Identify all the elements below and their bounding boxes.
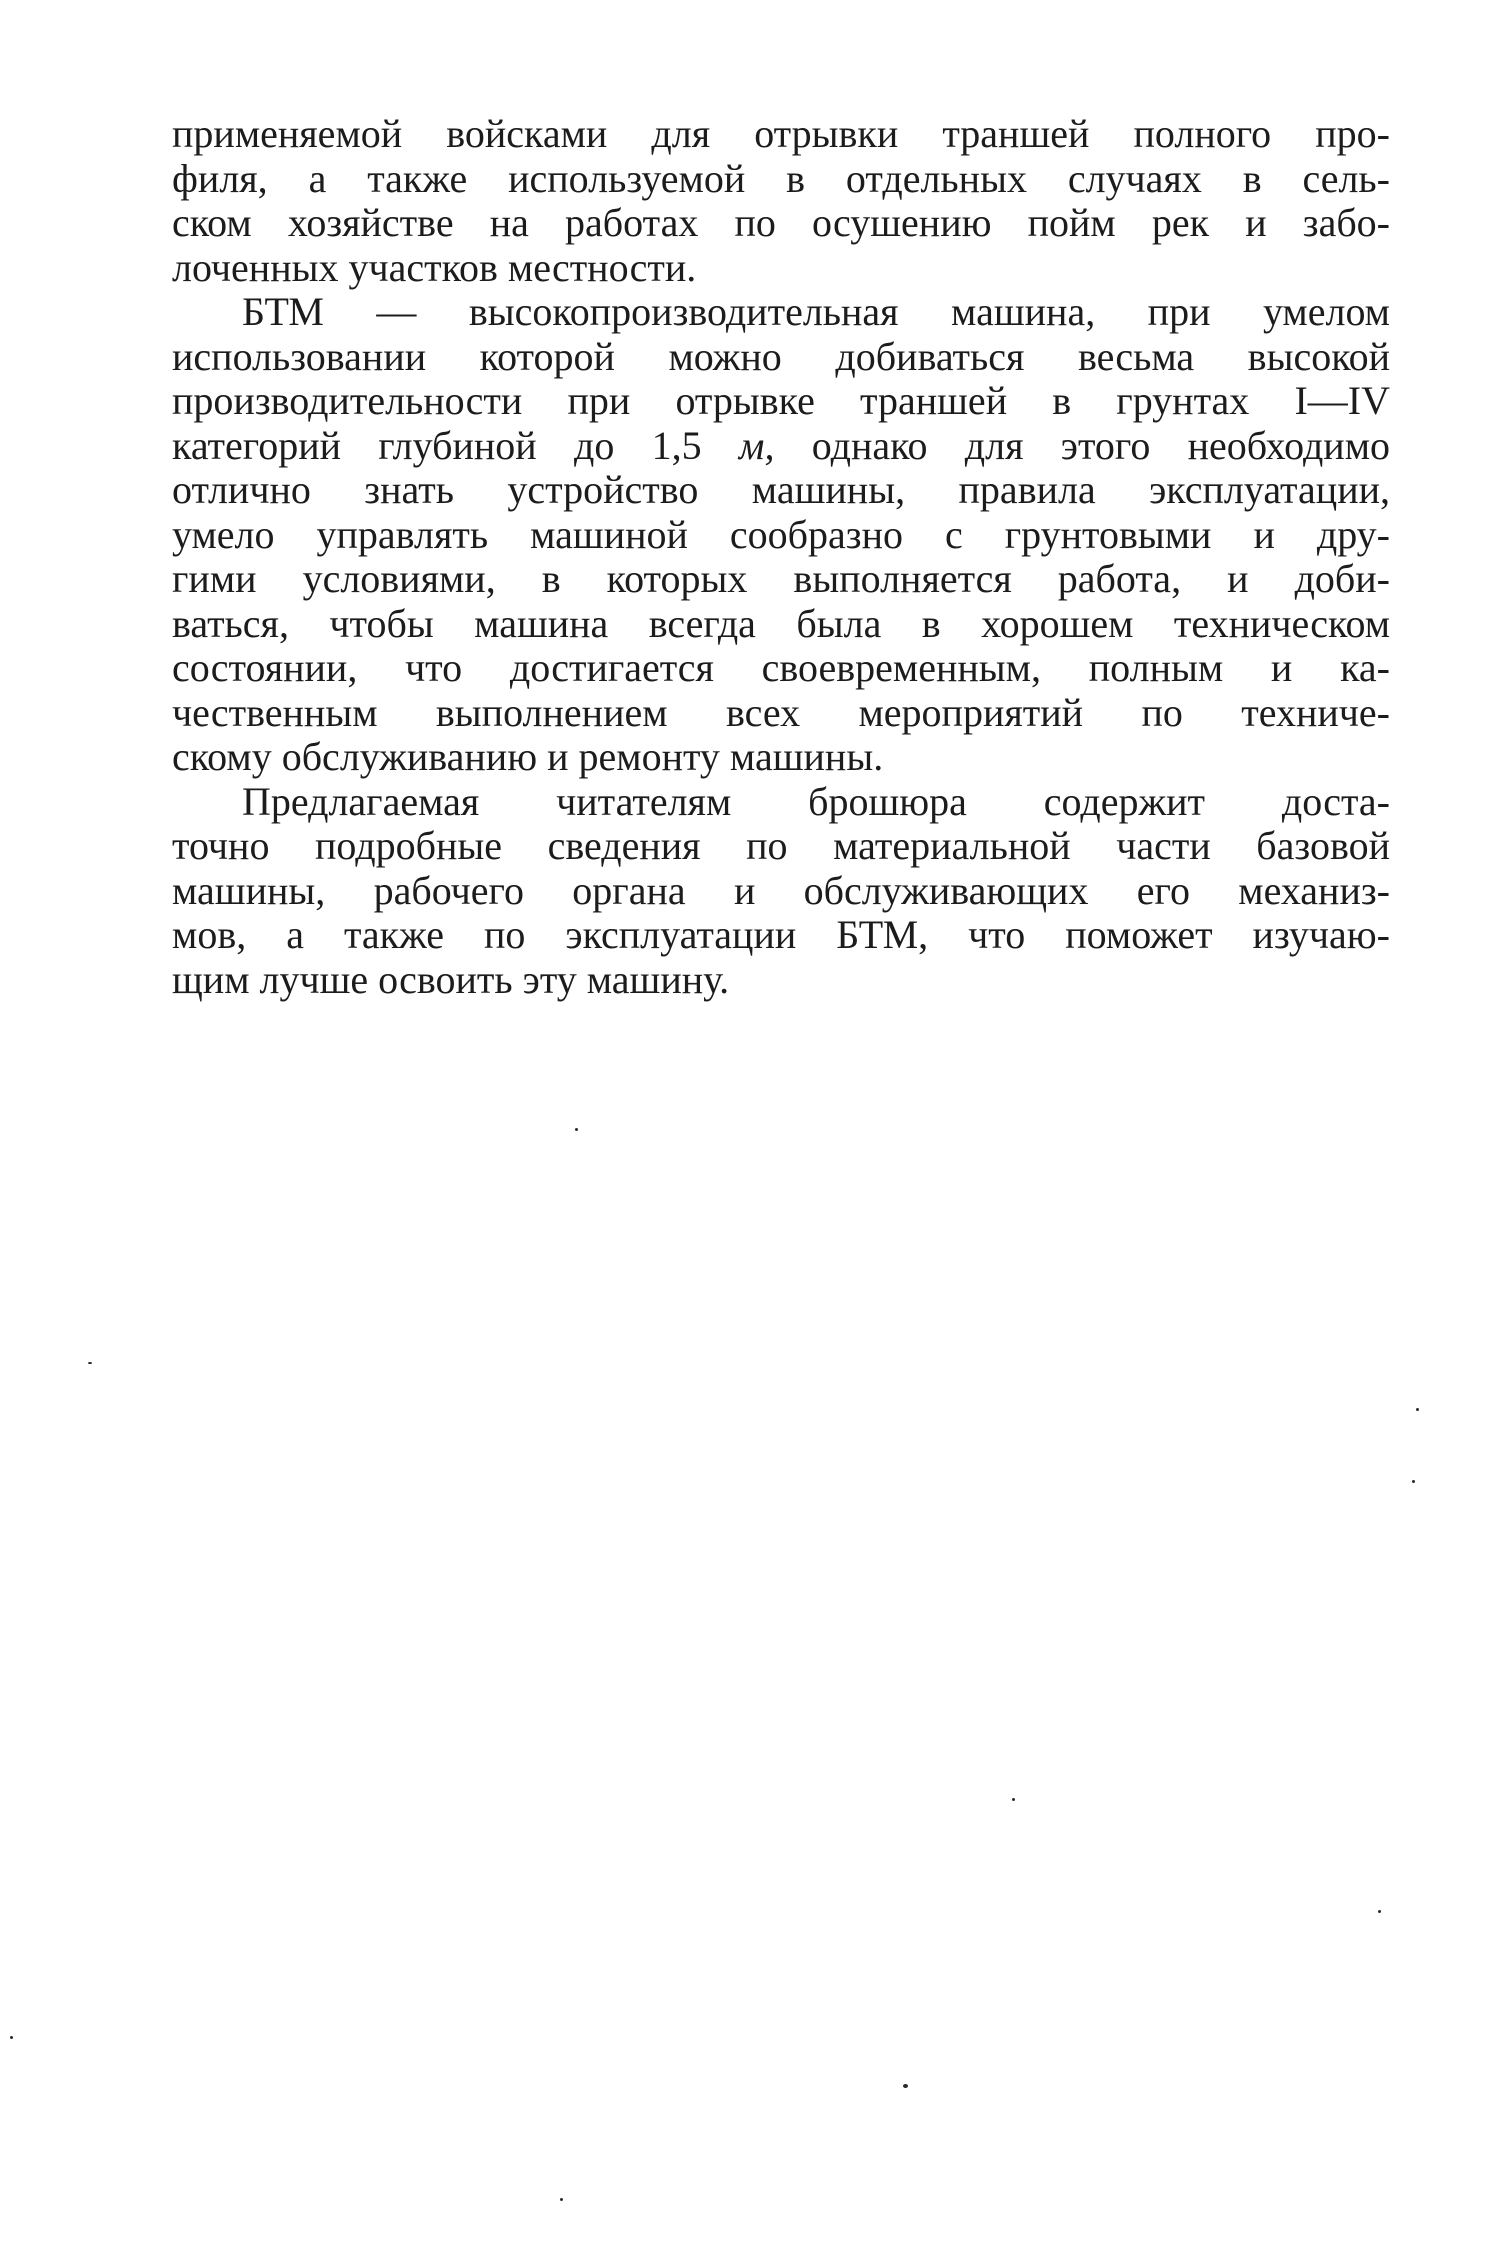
- text-line: филя, а также используемой в отдельных случаях в сель-: [172, 155, 1390, 201]
- document-text: [172, 112, 1390, 1002]
- text-line: состоянии, что достигается своевременным, полным и ка-: [172, 645, 1390, 690]
- scan-speck: [1012, 1798, 1015, 1801]
- scan-speck: [88, 1362, 92, 1364]
- text-line: лоченных участков местности.: [172, 244, 697, 290]
- text-line: отлично знать устройство машины, правила эксплуатации,: [172, 467, 1390, 512]
- scan-speck: [560, 2198, 563, 2201]
- text-line: точно подробные сведения по материальной части базовой: [172, 823, 1390, 868]
- text-line: скому обслуживанию и ремонту машины.: [172, 734, 884, 779]
- scan-speck: [1378, 1910, 1381, 1913]
- scan-speck: [1412, 1480, 1415, 1483]
- text-line: применяемой войсками для отрывки траншей полного про-: [172, 111, 1390, 156]
- text-line: гими условиями, в которых выполняется работа, и доби-: [172, 556, 1390, 601]
- scan-speck: [10, 2036, 13, 2039]
- scan-speck: [903, 2084, 908, 2088]
- text-line: ваться, чтобы машина всегда была в хорошем техническом: [172, 600, 1390, 646]
- paragraph-1: [172, 112, 1390, 290]
- text-line: [172, 424, 1390, 469]
- paragraph-3: [172, 780, 1390, 1003]
- text-line: мов, а также по эксплуатации БТМ, что поможет изучаю-: [172, 912, 1390, 957]
- text-line: Предлагаемая читателям брошюра содержит доста-: [242, 778, 1390, 824]
- scan-speck: [1416, 1408, 1419, 1411]
- scan-speck: [575, 1128, 578, 1131]
- text-line: машины, рабочего органа и обслуживающих его механиз-: [172, 867, 1390, 913]
- text-line: щим лучше освоить эту машину.: [172, 956, 730, 1002]
- text-line: умело управлять машиной сообразно с грунтовыми и дру-: [172, 511, 1390, 557]
- text-fragment: категорий глубиной до 1,5: [172, 422, 702, 468]
- text-line: ском хозяйстве на работах по осушению пойм рек и забо-: [172, 200, 1390, 245]
- unit-metre: м,: [738, 422, 775, 468]
- text-fragment: однако для этого необходимо: [811, 422, 1391, 468]
- text-line: использовании которой можно добиваться весьма высокой: [172, 333, 1390, 379]
- text-line: БТМ — высокопроизводительная машина, при умелом: [242, 289, 1390, 334]
- paragraph-2: [172, 290, 1390, 780]
- text-line: производительности при отрывке траншей в грунтах I—IV: [172, 378, 1390, 423]
- text-line: чественным выполнением всех мероприятий по техниче-: [172, 689, 1390, 735]
